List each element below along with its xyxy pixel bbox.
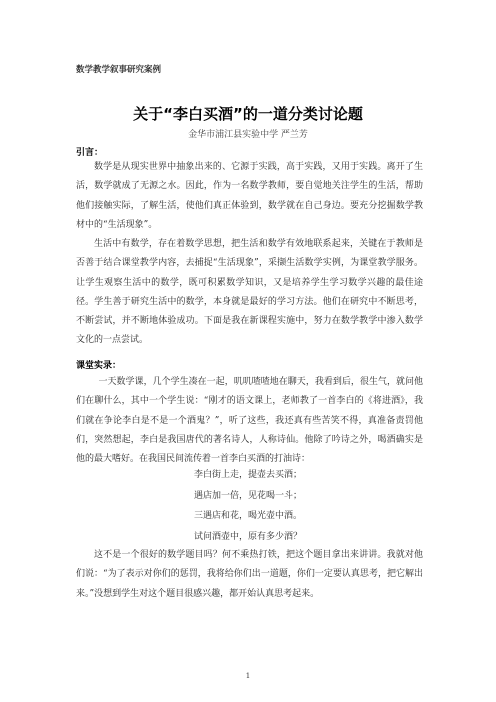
poem-block (0, 465, 496, 547)
poem-line: 遇店加一倍，见花喝一斗； (193, 490, 302, 501)
poem-line: 试问酒壶中，原有多少酒？ (193, 531, 302, 542)
series-header: 数学教学叙事研究案例 (76, 65, 162, 75)
author-line: 金华市浦江县实验中学 严兰芳 (188, 130, 308, 140)
poem-line: 李白街上走，提壶去买酒； (193, 470, 302, 480)
intro-label: 引言： (76, 148, 104, 158)
classroom-label: 课堂实录： (76, 361, 122, 371)
intro-paragraph-2: 生活中有数学，存在着数学思想，把生活和数学有效地联系起来，关键在于教师是否善于结合课堂教学内容，去捕捉“生活现象”，采撷生活数学实例，为课堂教学服务。让学生观察生活中的数学，既可积累数学知识，又是培养学生学习数学兴趣的最佳途径。学生善于研究生活中的数学，本身就是最好的学习方法。他们在研究中不断思考，不断尝试，并不断地体验成功。下面是我在新课程实施中，努力在数学教学中渗入数学文化的一点尝试。 (76, 239, 423, 346)
classroom-paragraph: 一天数学课，几个学生凑在一起，叽叽喳喳地在聊天，我看到后，很生气，就问他们在聊什么，其中一个学生说：“刚才的语文课上，老师教了一首李白的《将进酒》，我们就在争论李白是不是一个酒鬼？”，听了这些，我还真有些苦笑不得，真准备责罚他们，突然想起，李白是我国唐代的著名诗人，人称诗仙。他除了吟诗之外，喝酒确实是他的最大嗜好。在我国民间流传着一首李白买酒的打油诗： (76, 377, 423, 465)
intro-paragraph-1: 数学是从现实世界中抽象出来的、它源于实践，高于实践，又用于实践。离开了生活，数学就成了无源之水。因此，作为一名数学教师，要自觉地关注学生的生活，帮助他们接触实际，了解生活，使他们真正体验到，数学就在自己身边。要充分挖掘数学教材中的“生活现象”。 (76, 162, 423, 230)
poem-line: 三遇店和花，喝光壶中酒。 (193, 511, 302, 521)
article-title: 关于“李白买酒”的一道分类讨论题 (133, 105, 363, 123)
closing-paragraph: 这不是一个很好的数学题目吗？何不乘热打铁，把这个题目拿出来讲讲。我就对他们说：“为了表示对你们的惩罚，我将给你们出一道题，你们一定要认真思考，把它解出来。”没想到学生对这个题目很感兴趣，都开始认真思考起来。 (76, 550, 423, 599)
page-number: 1 (245, 672, 251, 680)
